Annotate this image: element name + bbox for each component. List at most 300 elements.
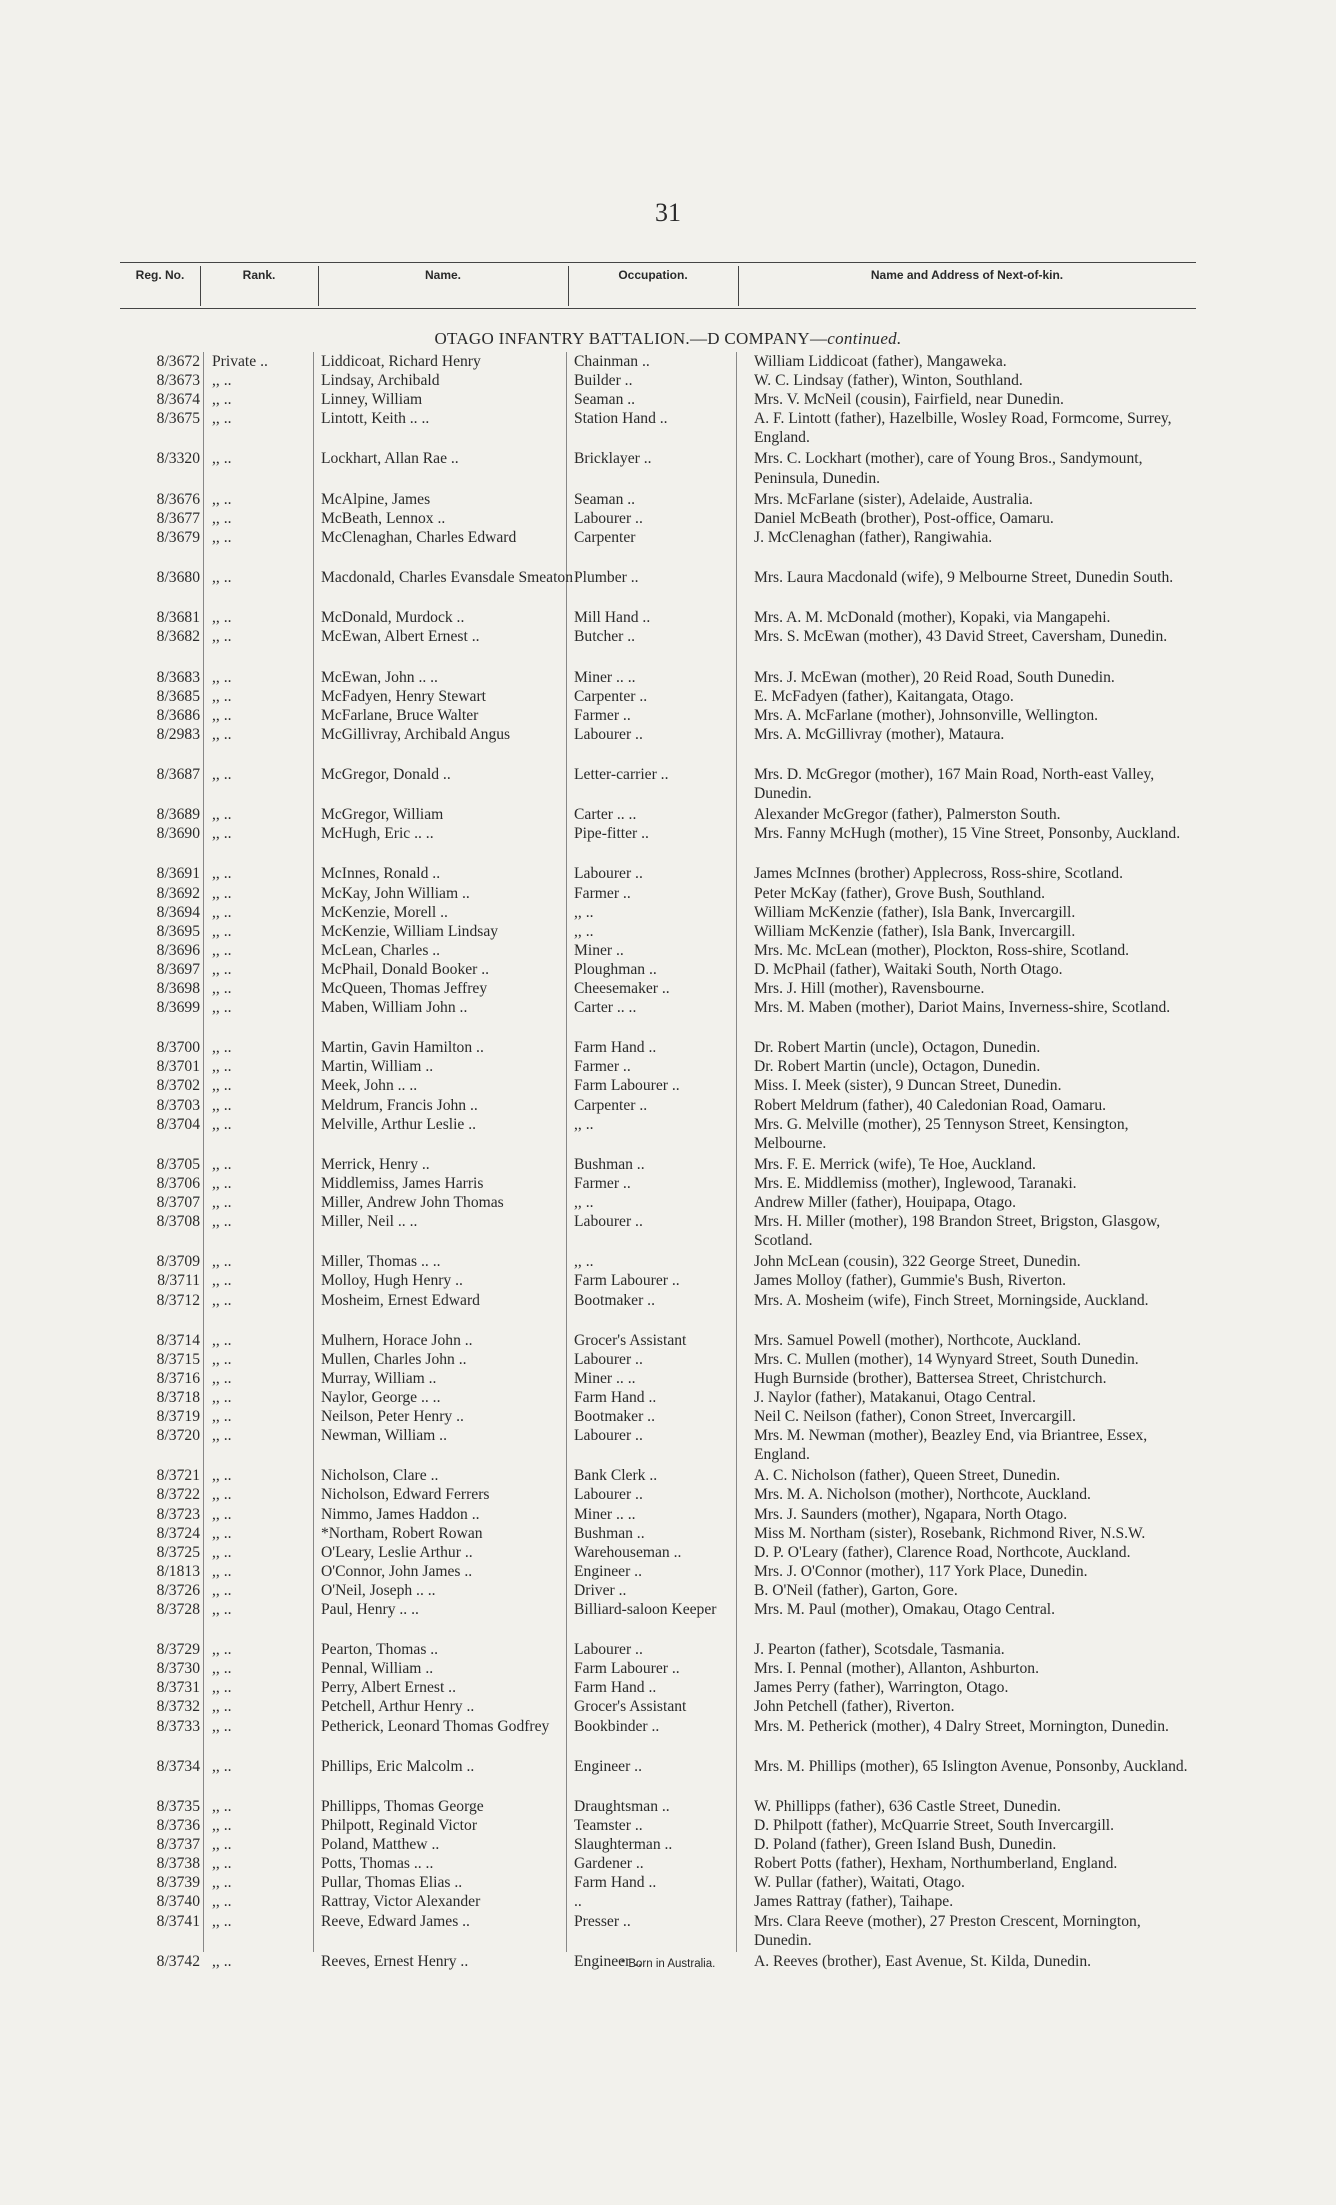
rank-cell: ,, ..: [212, 806, 232, 824]
table-row: [120, 1407, 1196, 1426]
name-cell: Middlemiss, James Harris: [321, 1174, 484, 1192]
occupation-cell: Farm Labourer ..: [574, 1077, 680, 1095]
name-cell: Melville, Arthur Leslie ..: [321, 1115, 477, 1133]
next-of-kin-cell: Mrs. M. Phillips (mother), 65 Islington Avenue, Ponsonby, Auckland.: [754, 1757, 1188, 1775]
name-cell: Lockhart, Allan Rae ..: [321, 450, 459, 468]
reg-no-cell: 8/3681: [156, 609, 200, 627]
table-row: [120, 509, 1196, 528]
occupation-cell: Labourer ..: [574, 509, 643, 527]
occupation-cell: Miner .. ..: [574, 1369, 636, 1387]
table-row: [120, 706, 1196, 725]
table-row: [120, 998, 1196, 1038]
reg-no-cell: 8/3675: [156, 410, 200, 428]
name-cell: Perry, Albert Ernest ..: [321, 1679, 456, 1697]
occupation-cell: Bushman ..: [574, 1155, 645, 1173]
name-cell: Molloy, Hugh Henry ..: [321, 1272, 463, 1290]
name-cell: Nicholson, Edward Ferrers: [321, 1486, 490, 1504]
table-row: [120, 922, 1196, 941]
name-cell: McQueen, Thomas Jeffrey: [321, 980, 488, 997]
reg-no-cell: 8/3685: [156, 687, 200, 705]
next-of-kin-cell: Mrs. Mc. McLean (mother), Plockton, Ross-shire, Scotland.: [754, 941, 1130, 959]
name-cell: Mulhern, Horace John ..: [321, 1331, 473, 1349]
reg-no-cell: 8/3683: [156, 668, 200, 686]
occupation-cell: Presser ..: [574, 1912, 631, 1930]
rank-cell: ,, ..: [212, 687, 232, 705]
table-row: [120, 1659, 1196, 1678]
name-cell: McBeath, Lennox ..: [321, 509, 446, 527]
table-row: [120, 627, 1196, 667]
table-row: [120, 1076, 1196, 1095]
occupation-cell: Carter .. ..: [574, 999, 637, 1017]
occupation-cell: Seaman ..: [574, 490, 636, 508]
next-of-kin-cell: Mrs. S. McEwan (mother), 43 David Street, Caversham, Dunedin.: [754, 628, 1168, 646]
rank-cell: ,, ..: [212, 1194, 232, 1212]
table-row: [120, 1485, 1196, 1504]
rank-cell: ,, ..: [212, 941, 232, 959]
rank-cell: ,, ..: [212, 1174, 232, 1192]
rank-cell: ,, ..: [212, 1817, 232, 1835]
occupation-cell: Labourer ..: [574, 725, 643, 743]
occupation-cell: Bootmaker ..: [574, 1408, 655, 1426]
name-cell: Potts, Thomas .. ..: [321, 1855, 434, 1873]
rank-cell: ,, ..: [212, 609, 232, 627]
occupation-cell: Slaughterman ..: [574, 1836, 673, 1854]
name-cell: Petchell, Arthur Henry ..: [321, 1698, 475, 1716]
table-row: [120, 805, 1196, 824]
header-name: Name.: [424, 268, 462, 282]
table-row: [120, 390, 1196, 409]
next-of-kin-cell: Mrs. A. McGillivray (mother), Mataura.: [754, 725, 1005, 743]
next-of-kin-cell: Mrs. McFarlane (sister), Adelaide, Australia.: [754, 490, 1033, 508]
reg-no-cell: 8/3741: [156, 1912, 200, 1930]
next-of-kin-cell: Neil C. Neilson (father), Conon Street, Invercargill.: [754, 1408, 1076, 1426]
name-cell: Martin, Gavin Hamilton ..: [321, 1039, 484, 1057]
table-row: [120, 1057, 1196, 1076]
next-of-kin-cell: Mrs. C. Mullen (mother), 14 Wynyard Street, South Dunedin.: [754, 1350, 1139, 1368]
occupation-cell: Cheesemaker ..: [574, 980, 670, 997]
reg-no-cell: 8/3718: [156, 1388, 200, 1406]
table-row: [120, 608, 1196, 627]
next-of-kin-cell: Mrs. Laura Macdonald (wife), 9 Melbourne Street, Dunedin South.: [754, 569, 1174, 587]
rank-cell: ,, ..: [212, 628, 232, 646]
header-top-rule: [120, 262, 1196, 263]
reg-no-cell: 8/3736: [156, 1817, 200, 1835]
rank-cell: ,, ..: [212, 1058, 232, 1076]
table-row: [120, 1212, 1196, 1252]
occupation-cell: Mill Hand ..: [574, 609, 651, 627]
header-rank: Rank.: [242, 268, 276, 282]
rank-cell: ,, ..: [212, 960, 232, 978]
footnote: * Born in Australia.: [620, 1958, 716, 1970]
name-cell: McKenzie, William Lindsay: [321, 922, 499, 940]
occupation-cell: Grocer's Assistant: [574, 1331, 687, 1349]
occupation-cell: Bushman ..: [574, 1524, 645, 1542]
rank-cell: ,, ..: [212, 569, 232, 587]
reg-no-cell: 8/3700: [156, 1039, 200, 1057]
rank-cell: ,, ..: [212, 1505, 232, 1523]
next-of-kin-cell: Mrs. I. Pennal (mother), Allanton, Ashburton.: [754, 1660, 1039, 1678]
occupation-cell: Farm Hand ..: [574, 1039, 657, 1057]
reg-no-cell: 8/3719: [156, 1408, 200, 1426]
reg-no-cell: 8/3737: [156, 1836, 200, 1854]
next-of-kin-cell: Mrs. M. Newman (mother), Beazley End, via Briantree, Essex, England.: [754, 1427, 1148, 1464]
name-cell: *Northam, Robert Rowan: [321, 1524, 483, 1542]
table-row: [120, 1174, 1196, 1193]
table-row: [120, 1271, 1196, 1290]
table-row: [120, 1193, 1196, 1212]
occupation-cell: ,, ..: [574, 922, 594, 940]
name-cell: Mullen, Charles John ..: [321, 1350, 467, 1368]
reg-no-cell: 8/2983: [156, 725, 200, 743]
rank-cell: ,, ..: [212, 528, 232, 546]
rank-cell: ,, ..: [212, 1601, 232, 1618]
next-of-kin-cell: Daniel McBeath (brother), Post-office, Oamaru.: [754, 509, 1054, 527]
next-of-kin-cell: W. Pullar (father), Waitati, Otago.: [754, 1874, 965, 1892]
rank-cell: ,, ..: [212, 1213, 232, 1231]
reg-no-cell: 8/3705: [156, 1155, 200, 1173]
name-cell: Pullar, Thomas Elias ..: [321, 1874, 463, 1892]
name-cell: Reeve, Edward James ..: [321, 1912, 470, 1930]
occupation-cell: Carpenter: [574, 528, 636, 546]
occupation-cell: Grocer's Assistant: [574, 1698, 687, 1716]
next-of-kin-cell: James Molloy (father), Gummie's Bush, Riverton.: [754, 1272, 1067, 1290]
next-of-kin-cell: Miss M. Northam (sister), Rosebank, Richmond River, N.S.W.: [754, 1524, 1146, 1542]
next-of-kin-cell: William McKenzie (father), Isla Bank, Invercargill.: [754, 922, 1076, 940]
rank-cell: ,, ..: [212, 1698, 232, 1716]
reg-no-cell: 8/3723: [156, 1505, 200, 1523]
occupation-cell: Carpenter ..: [574, 687, 648, 705]
name-cell: Miller, Thomas .. ..: [321, 1253, 441, 1271]
reg-no-cell: 8/3699: [156, 999, 200, 1017]
table-row: [120, 1697, 1196, 1716]
next-of-kin-cell: W. Phillipps (father), 636 Castle Street, Dunedin.: [754, 1797, 1061, 1815]
reg-no-cell: 8/3720: [156, 1427, 200, 1445]
occupation-cell: Labourer ..: [574, 1641, 643, 1659]
occupation-cell: Plumber ..: [574, 569, 639, 587]
next-of-kin-cell: Alexander McGregor (father), Palmerston South.: [754, 806, 1061, 824]
table-row: [120, 1835, 1196, 1854]
rank-cell: ,, ..: [212, 1641, 232, 1659]
table-row: [120, 568, 1196, 608]
rank-cell: ,, ..: [212, 1077, 232, 1095]
name-cell: McHugh, Eric .. ..: [321, 825, 434, 843]
name-cell: Miller, Andrew John Thomas: [321, 1194, 504, 1212]
name-cell: McKenzie, Morell ..: [321, 903, 448, 921]
rank-cell: ,, ..: [212, 1679, 232, 1697]
reg-no-cell: 8/3692: [156, 884, 200, 902]
reg-no-cell: 8/3724: [156, 1524, 200, 1542]
rank-cell: ,, ..: [212, 1797, 232, 1815]
next-of-kin-cell: D. McPhail (father), Waitaki South, North Otago.: [754, 960, 1063, 978]
reg-no-cell: 8/3725: [156, 1543, 200, 1561]
next-of-kin-cell: J. Naylor (father), Matakanui, Otago Central.: [754, 1388, 1036, 1406]
name-cell: Maben, William John ..: [321, 999, 468, 1017]
name-cell: O'Connor, John James ..: [321, 1562, 473, 1580]
occupation-cell: ,, ..: [574, 1194, 594, 1212]
rank-cell: ,, ..: [212, 450, 232, 468]
occupation-cell: Bank Clerk ..: [574, 1467, 658, 1485]
table-row: [120, 1505, 1196, 1524]
reg-no-cell: 8/3676: [156, 490, 200, 508]
rank-cell: ,, ..: [212, 999, 232, 1017]
next-of-kin-cell: James Rattray (father), Taihape.: [754, 1893, 954, 1911]
name-cell: McFadyen, Henry Stewart: [321, 687, 486, 705]
next-of-kin-cell: E. McFadyen (father), Kaitangata, Otago.: [754, 687, 1014, 705]
occupation-cell: Engineer ..: [574, 1952, 642, 1970]
occupation-cell: Miner .. ..: [574, 1505, 636, 1523]
name-cell: Pennal, William ..: [321, 1660, 434, 1678]
next-of-kin-cell: Miss. I. Meek (sister), 9 Duncan Street, Dunedin.: [754, 1077, 1062, 1095]
occupation-cell: Butcher ..: [574, 628, 636, 646]
table-row: [120, 884, 1196, 903]
name-cell: McAlpine, James: [321, 490, 431, 508]
reg-no-cell: 8/3728: [156, 1601, 200, 1618]
rank-cell: ,, ..: [212, 825, 232, 843]
next-of-kin-cell: Mrs. C. Lockhart (mother), care of Young Bros., Sandymount, Peninsula, Dunedin.: [754, 450, 1143, 487]
table-row: [120, 1426, 1196, 1466]
next-of-kin-cell: A. F. Lintott (father), Hazelbille, Wosley Road, Formcome, Surrey, England.: [754, 410, 1172, 447]
reg-no-cell: 8/3696: [156, 941, 200, 959]
next-of-kin-cell: Mrs. M. Maben (mother), Dariot Mains, Inverness-shire, Scotland.: [754, 999, 1171, 1017]
rank-cell: ,, ..: [212, 1486, 232, 1504]
name-cell: Nimmo, James Haddon ..: [321, 1505, 480, 1523]
table-row: [120, 668, 1196, 687]
rank-cell: ,, ..: [212, 1836, 232, 1854]
next-of-kin-cell: Mrs. D. McGregor (mother), 167 Main Road, North-east Valley, Dunedin.: [754, 765, 1155, 803]
occupation-cell: Carter .. ..: [574, 806, 637, 824]
next-of-kin-cell: Mrs. E. Middlemiss (mother), Inglewood, Taranaki.: [754, 1174, 1077, 1192]
occupation-cell: Miner ..: [574, 941, 624, 959]
next-of-kin-cell: J. McClenaghan (father), Rangiwahia.: [754, 528, 993, 546]
occupation-cell: Billiard-saloon Keeper: [574, 1601, 717, 1618]
name-cell: McLean, Charles ..: [321, 941, 441, 959]
rank-cell: ,, ..: [212, 410, 232, 428]
table-row: [120, 960, 1196, 979]
name-cell: O'Leary, Leslie Arthur ..: [321, 1543, 473, 1561]
reg-no-cell: 8/3686: [156, 706, 200, 724]
occupation-cell: Pipe-fitter ..: [574, 825, 649, 843]
next-of-kin-cell: Mrs. H. Miller (mother), 198 Brandon Street, Brigston, Glasgow, Scotland.: [754, 1213, 1161, 1250]
reg-no-cell: 8/3721: [156, 1467, 200, 1485]
name-cell: McEwan, John .. ..: [321, 668, 438, 686]
rank-cell: Private ..: [212, 353, 268, 370]
reg-no-cell: 8/3708: [156, 1213, 200, 1231]
reg-no-cell: 8/3677: [156, 509, 200, 527]
next-of-kin-cell: Mrs. A. McFarlane (mother), Johnsonville, Wellington.: [754, 706, 1099, 724]
occupation-cell: Farm Labourer ..: [574, 1272, 680, 1290]
table-row: [120, 1155, 1196, 1174]
reg-no-cell: 8/3716: [156, 1369, 200, 1387]
name-cell: McGregor, William: [321, 806, 444, 824]
reg-no-cell: 8/3690: [156, 825, 200, 843]
rank-cell: ,, ..: [212, 1369, 232, 1387]
occupation-cell: Builder ..: [574, 372, 633, 390]
table-row: [120, 1797, 1196, 1816]
rank-cell: ,, ..: [212, 903, 232, 921]
next-of-kin-cell: Mrs. A. M. McDonald (mother), Kopaki, via Mangapehi.: [754, 609, 1111, 627]
rank-cell: ,, ..: [212, 391, 232, 409]
table-row: [120, 1543, 1196, 1562]
reg-no-cell: 8/3735: [156, 1797, 200, 1815]
rank-cell: ,, ..: [212, 980, 232, 997]
table-row: [120, 1388, 1196, 1407]
name-cell: Petherick, Leonard Thomas Godfrey: [321, 1717, 550, 1735]
rank-cell: ,, ..: [212, 922, 232, 940]
section-title-text: OTAGO INFANTRY BATTALION.—D COMPANY—: [434, 329, 828, 348]
header-occupation: Occupation.: [618, 268, 688, 282]
table-row: [120, 1600, 1196, 1640]
next-of-kin-cell: Hugh Burnside (brother), Battersea Street, Christchurch.: [754, 1369, 1107, 1387]
occupation-cell: ..: [574, 1893, 582, 1911]
table-row: [120, 371, 1196, 390]
name-cell: Mosheim, Ernest Edward: [321, 1291, 480, 1309]
name-cell: Poland, Matthew ..: [321, 1836, 440, 1854]
rank-cell: ,, ..: [212, 1543, 232, 1561]
next-of-kin-cell: James McInnes (brother) Applecross, Ross-shire, Scotland.: [754, 865, 1123, 883]
table-row: [120, 1717, 1196, 1757]
name-cell: Macdonald, Charles Evansdale Smeaton: [321, 569, 574, 587]
next-of-kin-cell: Robert Meldrum (father), 40 Caledonian Road, Oamaru.: [754, 1096, 1107, 1114]
name-cell: Naylor, George .. ..: [321, 1388, 441, 1406]
rank-cell: ,, ..: [212, 1562, 232, 1580]
name-cell: Martin, William ..: [321, 1058, 434, 1076]
table-row: [120, 824, 1196, 864]
occupation-cell: Engineer ..: [574, 1562, 642, 1580]
name-cell: Reeves, Ernest Henry ..: [321, 1952, 469, 1970]
name-cell: McDonald, Murdock ..: [321, 609, 465, 627]
occupation-cell: Labourer ..: [574, 865, 643, 883]
header-next-of-kin: Name and Address of Next-of-kin.: [870, 268, 1064, 282]
rank-cell: ,, ..: [212, 668, 232, 686]
table-row: [120, 1096, 1196, 1115]
reg-no-cell: 8/3679: [156, 528, 200, 546]
next-of-kin-cell: Mrs. A. Mosheim (wife), Finch Street, Morningside, Auckland.: [754, 1291, 1149, 1309]
next-of-kin-cell: D. P. O'Leary (father), Clarence Road, Northcote, Auckland.: [754, 1543, 1131, 1561]
occupation-cell: Teamster ..: [574, 1817, 643, 1835]
table-row: [120, 1892, 1196, 1911]
occupation-cell: Bricklayer ..: [574, 450, 652, 468]
reg-no-cell: 8/3689: [156, 806, 200, 824]
table-row: [120, 979, 1196, 998]
next-of-kin-cell: Mrs. J. McEwan (mother), 20 Reid Road, South Dunedin.: [754, 668, 1115, 686]
occupation-cell: Bookbinder ..: [574, 1717, 660, 1735]
name-cell: Pearton, Thomas ..: [321, 1641, 439, 1659]
name-cell: Lindsay, Archibald: [321, 372, 440, 390]
reg-no-cell: 8/3722: [156, 1486, 200, 1504]
next-of-kin-cell: Peter McKay (father), Grove Bush, Southland.: [754, 884, 1046, 902]
rank-cell: ,, ..: [212, 1467, 232, 1485]
reg-no-cell: 8/3714: [156, 1331, 200, 1349]
reg-no-cell: 8/3740: [156, 1893, 200, 1911]
name-cell: Meldrum, Francis John ..: [321, 1096, 478, 1114]
rank-cell: ,, ..: [212, 725, 232, 743]
table-row: [120, 1678, 1196, 1697]
rank-cell: ,, ..: [212, 1893, 232, 1911]
occupation-cell: ,, ..: [574, 1253, 594, 1271]
next-of-kin-cell: Mrs. J. Hill (mother), Ravensbourne.: [754, 980, 985, 997]
rank-cell: ,, ..: [212, 490, 232, 508]
table-row: [120, 1524, 1196, 1543]
reg-no-cell: 8/3731: [156, 1679, 200, 1697]
table-row: [120, 864, 1196, 883]
reg-no-cell: 8/3739: [156, 1874, 200, 1892]
reg-no-cell: 8/3706: [156, 1174, 200, 1192]
occupation-cell: Farmer ..: [574, 1058, 631, 1076]
next-of-kin-cell: William Liddicoat (father), Mangaweka.: [754, 353, 1007, 370]
next-of-kin-cell: Mrs. J. O'Connor (mother), 117 York Place, Dunedin.: [754, 1562, 1088, 1580]
reg-no-cell: 8/3673: [156, 372, 200, 390]
rank-cell: ,, ..: [212, 1155, 232, 1173]
occupation-cell: Farmer ..: [574, 706, 631, 724]
table-row: [120, 1331, 1196, 1350]
next-of-kin-cell: William McKenzie (father), Isla Bank, Invercargill.: [754, 903, 1076, 921]
reg-no-cell: 8/3726: [156, 1581, 200, 1599]
next-of-kin-cell: Mrs. Fanny McHugh (mother), 15 Vine Street, Ponsonby, Auckland.: [754, 825, 1181, 843]
table-row: [120, 1350, 1196, 1369]
occupation-cell: Farm Hand ..: [574, 1874, 657, 1892]
name-cell: Lintott, Keith .. ..: [321, 410, 430, 428]
table-row: [120, 1252, 1196, 1271]
occupation-cell: Farm Hand ..: [574, 1679, 657, 1697]
occupation-cell: Farmer ..: [574, 884, 631, 902]
rank-cell: ,, ..: [212, 1291, 232, 1309]
next-of-kin-cell: Mrs. Clara Reeve (mother), 27 Preston Crescent, Mornington, Dunedin.: [754, 1912, 1141, 1949]
name-cell: Phillips, Eric Malcolm ..: [321, 1757, 475, 1775]
occupation-cell: Ploughman ..: [574, 960, 657, 978]
table-row: [120, 1912, 1196, 1952]
name-cell: Neilson, Peter Henry ..: [321, 1408, 464, 1426]
rank-cell: ,, ..: [212, 372, 232, 390]
rank-cell: ,, ..: [212, 1115, 232, 1133]
rank-cell: ,, ..: [212, 1874, 232, 1892]
reg-no-cell: 8/3732: [156, 1698, 200, 1716]
next-of-kin-cell: J. Pearton (father), Scotsdale, Tasmania.: [754, 1641, 1005, 1659]
occupation-cell: Letter-carrier ..: [574, 765, 669, 783]
reg-no-cell: 8/3729: [156, 1641, 200, 1659]
occupation-cell: Farm Hand ..: [574, 1388, 657, 1406]
reg-no-cell: 8/3707: [156, 1194, 200, 1212]
occupation-cell: Engineer ..: [574, 1757, 642, 1775]
table-row: [120, 765, 1196, 805]
occupation-cell: Draughtsman ..: [574, 1797, 670, 1815]
reg-no-cell: 8/3695: [156, 922, 200, 940]
table-row: [120, 725, 1196, 765]
section-title-continued: continued.: [827, 329, 902, 348]
reg-no-cell: 8/3712: [156, 1291, 200, 1309]
reg-no-cell: 8/3738: [156, 1855, 200, 1873]
rank-cell: ,, ..: [212, 1524, 232, 1542]
table-row: [120, 1816, 1196, 1835]
rank-cell: ,, ..: [212, 706, 232, 724]
occupation-cell: Gardener ..: [574, 1855, 644, 1873]
rank-cell: ,, ..: [212, 1717, 232, 1735]
section-title: [0, 329, 1336, 349]
reg-no-cell: 8/3691: [156, 865, 200, 883]
rank-cell: ,, ..: [212, 1253, 232, 1271]
rank-cell: ,, ..: [212, 1039, 232, 1057]
occupation-cell: ,, ..: [574, 903, 594, 921]
rank-cell: ,, ..: [212, 865, 232, 883]
name-cell: O'Neil, Joseph .. ..: [321, 1581, 436, 1599]
reg-no-cell: 8/3742: [156, 1952, 200, 1970]
table-row: [120, 449, 1196, 489]
next-of-kin-cell: Mrs. M. Paul (mother), Omakau, Otago Central.: [754, 1601, 1055, 1618]
next-of-kin-cell: D. Philpott (father), McQuarrie Street, South Invercargill.: [754, 1817, 1115, 1835]
next-of-kin-cell: Mrs. G. Melville (mother), 25 Tennyson Street, Kensington, Melbourne.: [754, 1115, 1129, 1152]
table-row: [120, 1115, 1196, 1155]
next-of-kin-cell: A. Reeves (brother), East Avenue, St. Kilda, Dunedin.: [754, 1952, 1092, 1970]
occupation-cell: Miner .. ..: [574, 668, 636, 686]
